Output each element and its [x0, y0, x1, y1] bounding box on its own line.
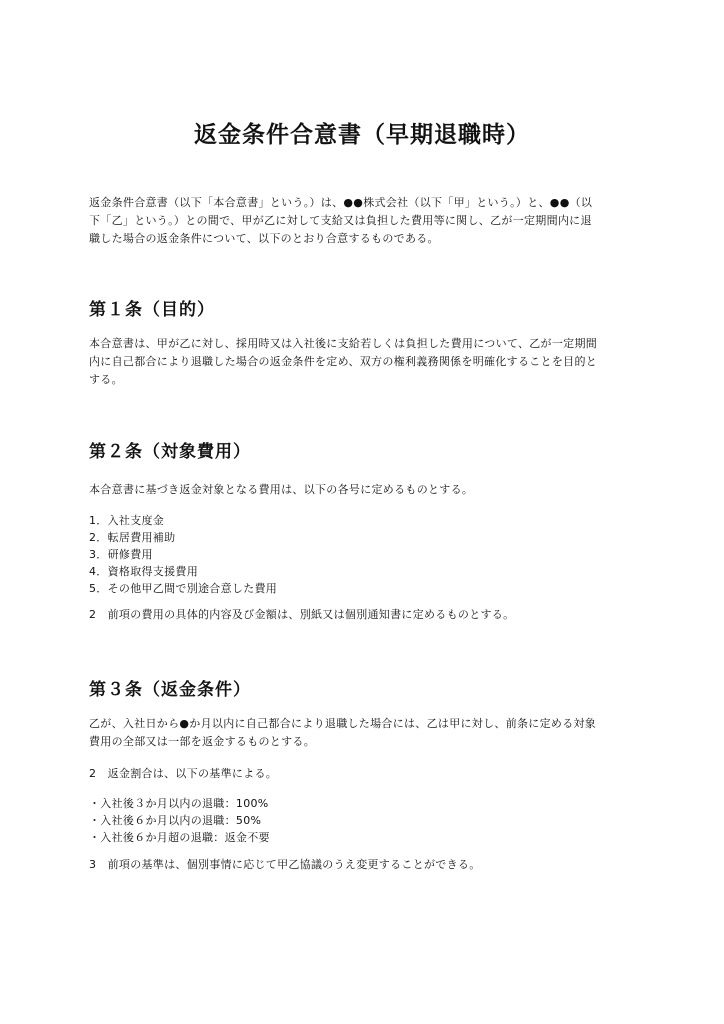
article-2-heading: 第２条（対象費用） — [89, 442, 251, 462]
list-item: 3．研修費用 — [89, 548, 153, 561]
article-3-clause-3-text: 3 前項の基準は、個別事情に応じて甲乙協議のうえ変更することができる。 — [89, 858, 481, 871]
article-1-body-line: 内に自己都合により退職した場合の返金条件を定め、双方の権利義務関係を明確化することを目的と — [89, 355, 598, 368]
list-item: ・入社後６か月超の退職：返金不要 — [89, 831, 270, 844]
list-item: 2．転居費用補助 — [89, 531, 176, 544]
article-1-heading: 第１条（目的） — [89, 300, 215, 320]
article-3-body-line: 乙が、入社日から●か月以内に自己都合により退職した場合には、乙は甲に対し、前条に定める対象 — [89, 717, 597, 730]
article-3-body-line: 費用の全部又は一部を返金するものとする。 — [89, 735, 315, 748]
article-2-intro — [89, 481, 637, 499]
article-3-rate-list — [89, 795, 270, 846]
preamble-line: 返金条件合意書（以下「本合意書」という。）は、●●株式会社（以下「甲」という。）と、●●（以 — [89, 196, 593, 209]
list-item: 5．その他甲乙間で別途合意した費用 — [89, 582, 278, 595]
list-item: 4．資格取得支援費用 — [89, 565, 198, 578]
list-item: ・入社後３か月以内の退職：100% — [89, 797, 269, 810]
article-3-heading: 第３条（返金条件） — [89, 680, 251, 700]
preamble-line: 下「乙」という。）との間で、甲が乙に対して支給又は負担した費用等に関し、乙が一定期間内に退 — [89, 214, 592, 227]
list-item: 1．入社支度金 — [89, 514, 165, 527]
article-3-clause-2-text: 2 返金割合は、以下の基準による。 — [89, 767, 278, 780]
article-2-clause-2 — [89, 606, 637, 624]
list-item: ・入社後６か月以内の退職：50% — [89, 814, 262, 827]
article-2-cost-list — [89, 512, 277, 597]
article-3-clause-3 — [89, 856, 637, 874]
article-1-body-line: する。 — [89, 373, 123, 386]
article-2-intro-text: 本合意書に基づき返金対象となる費用は、以下の各号に定めるものとする。 — [89, 483, 474, 496]
article-1-body-line: 本合意書は、甲が乙に対し、採用時又は入社後に支給若しくは負担した費用について、乙が一定期間 — [89, 337, 598, 350]
preamble — [89, 194, 637, 248]
article-2-clause-2-text: 2 前項の費用の具体的内容及び金額は、別紙又は個別通知書に定めるものとする。 — [89, 608, 515, 621]
preamble-line: 職した場合の返金条件について、以下のとおり合意するものである。 — [89, 232, 439, 245]
document-title: 返金条件合意書（早期退職時） — [194, 122, 530, 148]
article-1-body — [89, 335, 637, 389]
article-3-clause-2 — [89, 765, 637, 783]
article-3-body — [89, 715, 637, 751]
